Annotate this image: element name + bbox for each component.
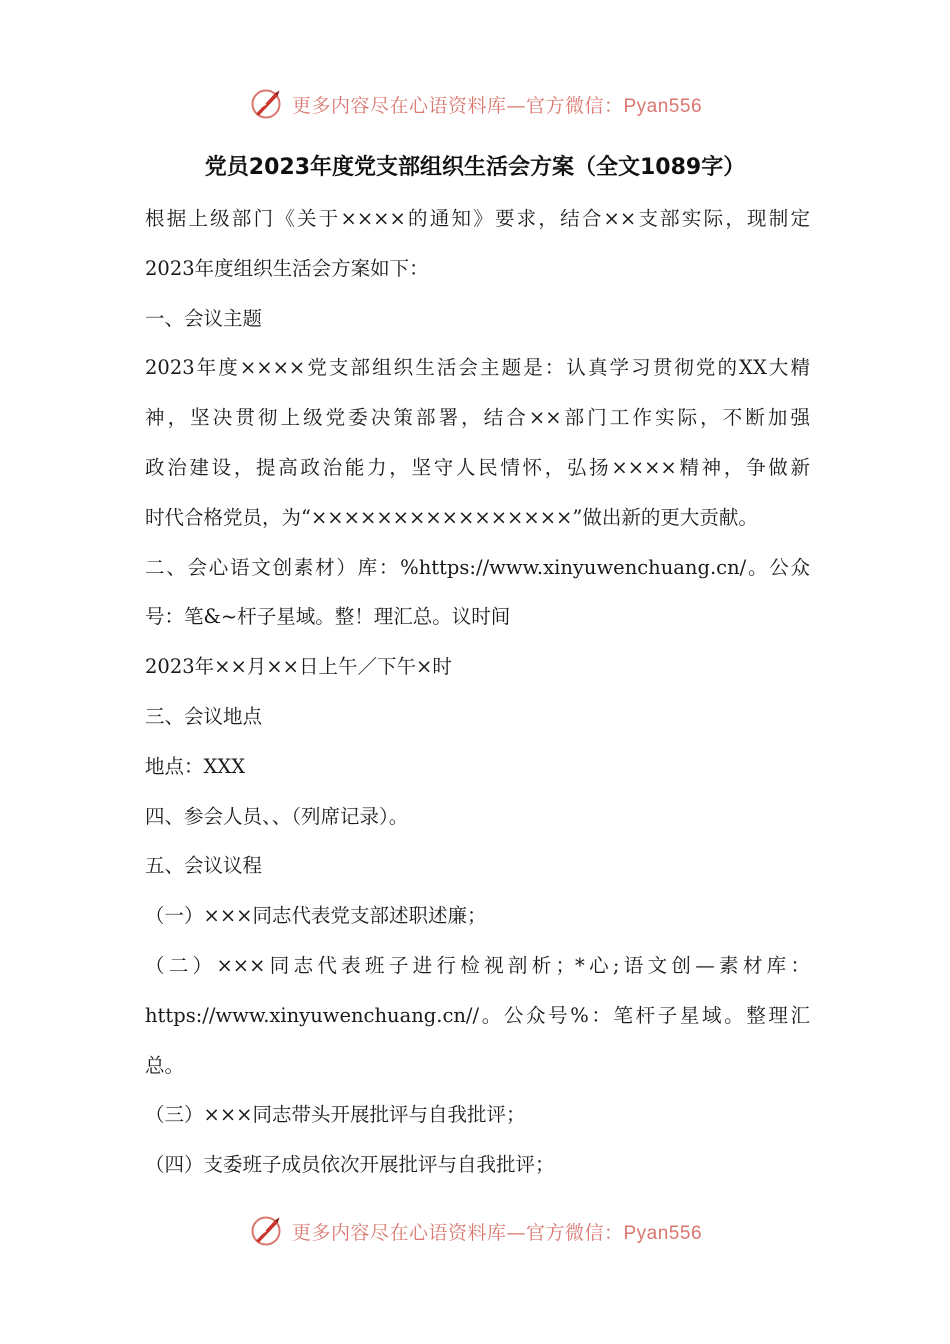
section-heading-agenda: 五、会议议程: [145, 854, 263, 878]
agenda-item-2: （二）×××同志代表班子进行检视剖析；*心;语文创—素材库：: [145, 953, 810, 977]
agenda-item-3: （三）×××同志带头开展批评与自我批评；: [145, 1103, 526, 1127]
body-line-2: 2023年度组织生活会方案如下：: [145, 256, 429, 280]
body-line-9: 号：笔&~杆子星域。整！理汇总。议时间: [145, 605, 511, 629]
body-line-5: 神，坚决贯彻上级党委决策部署，结合××部门工作实际，不断加强: [145, 406, 810, 430]
meeting-location-line: 地点：XXX: [145, 754, 246, 778]
agenda-item-4: （四）支委班子成员依次开展批评与自我批评；: [145, 1153, 555, 1177]
section-heading-attendees: 四、参会人员、、（列席记录）。: [145, 804, 409, 828]
watermark-text: 更多内容尽在心语资料库—官方微信：Pyan556: [291, 94, 703, 117]
watermark-text: 更多内容尽在心语资料库—官方微信：Pyan556: [291, 1221, 703, 1244]
body-line-4: 2023年度××××党支部组织生活会主题是：认真学习贯彻党的XX大精: [145, 356, 810, 380]
document-body: [145, 194, 810, 1190]
section-heading-location: 三、会议地点: [145, 704, 263, 728]
agenda-item-2-cont: https://www.xinyuwenchuang.cn//。公众号%：笔杆子星域。整理汇: [145, 1003, 810, 1027]
quill-pen-logo-icon: [248, 86, 284, 122]
meeting-time-line: 2023年××月××日上午／下午×时: [145, 655, 452, 679]
body-line-1: 根据上级部门《关于××××的通知》要求，结合××支部实际，现制定: [145, 207, 810, 230]
body-line-8: 二、会心语文创素材）库：%https://www.xinyuwenchuang.cn/。公众: [145, 555, 810, 579]
section-heading-theme: 一、会议主题: [145, 306, 263, 330]
agenda-item-2-end: 总。: [145, 1053, 185, 1077]
watermark-banner-top: [0, 82, 950, 126]
watermark-banner-bottom: [0, 1209, 950, 1253]
document-title: 党员2023年度党支部组织生活会方案（全文1089字）: [204, 155, 746, 180]
body-line-6: 政治建设，提高政治能力，坚守人民情怀，弘扬××××精神，争做新: [145, 455, 810, 479]
quill-pen-logo-icon: [248, 1213, 284, 1249]
body-line-7: 时代合格党员，为“××××××××××××××××”做出新的更大贡献。: [145, 505, 758, 529]
agenda-item-1: （一）×××同志代表党支部述职述廉；: [145, 904, 487, 928]
